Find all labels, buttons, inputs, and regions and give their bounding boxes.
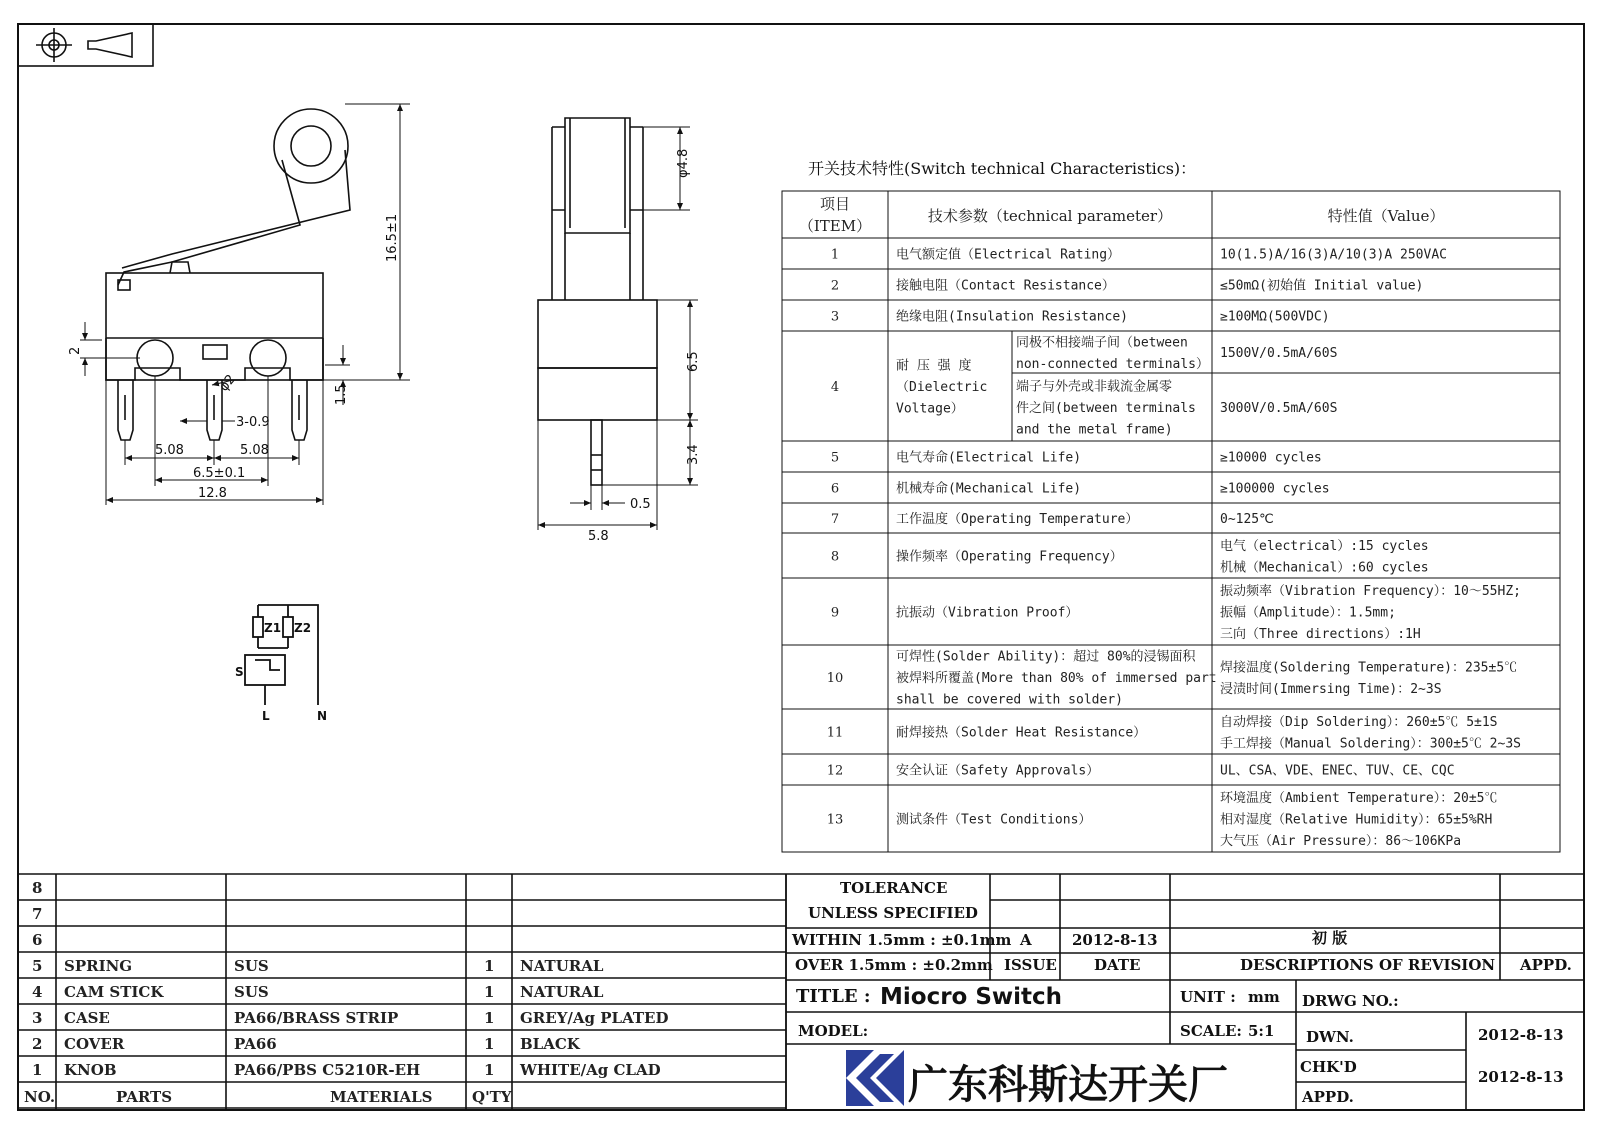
bom-row-finish: NATURAL: [520, 983, 604, 1001]
spec-row-value: 浸渍时间(Immersing Time)：2~3S: [1220, 681, 1442, 697]
spec-row-value: 大气压（Air Pressure）：86～106KPa: [1220, 834, 1462, 849]
dim-12-8: 12.8: [198, 486, 227, 501]
dim-5-08-left: 5.08: [155, 443, 184, 458]
tolerance-line-4: OVER 1.5mm : ±0.2mm: [795, 956, 993, 974]
spec-row-parameter: 耐 压 强 度: [896, 358, 972, 374]
spec-row-item: 2: [830, 278, 840, 294]
spec-row-value: 焊接温度(Soldering Temperature)：235±5℃: [1220, 660, 1518, 676]
dwn-label: DWN.: [1306, 1028, 1354, 1046]
bom-row-number: 6: [32, 931, 43, 949]
bom-row-part: COVER: [64, 1035, 125, 1053]
spec-row-value: 相对湿度（Relative Humidity）：65±5%RH: [1220, 812, 1493, 828]
spec-row-value: 三向（Three directions）:1H: [1220, 627, 1421, 642]
spec-row-value: 10(1.5)A/16(3)A/10(3)A 250VAC: [1220, 247, 1447, 263]
spec-header-value: 特性值（Value）: [1327, 207, 1445, 225]
spec-row-parameter: Voltage）: [896, 401, 964, 417]
spec-row-value: ≥100MΩ(500VDC): [1220, 309, 1330, 325]
spec-row-parameter: 工作温度（Operating Temperature）: [896, 512, 1139, 527]
bom-row-qty: 1: [484, 1061, 495, 1079]
spec-row-value: ≥10000 cycles: [1220, 450, 1322, 466]
bom-row-qty: 1: [484, 983, 495, 1001]
spec-row-value: 0~125℃: [1220, 512, 1274, 527]
chkd-label: CHK'D: [1300, 1058, 1357, 1076]
appd-label: APPD.: [1302, 1088, 1354, 1106]
dim-6-5-side: 6.5: [686, 351, 701, 372]
company-logo-icon: [846, 1050, 904, 1106]
tolerance-line-2: UNLESS SPECIFIED: [808, 904, 978, 922]
spec-row-item: 10: [826, 671, 844, 686]
spec-row-parameter: 可焊性(Solder Ability)：超过 80%的浸锡面积: [896, 649, 1196, 665]
spec-row-parameter: 操作频率（Operating Frequency）: [896, 549, 1123, 565]
bom-row-number: 5: [32, 957, 43, 975]
bom-row-finish: WHITE/Ag CLAD: [520, 1061, 661, 1079]
schematic-z1: Z1: [264, 621, 282, 635]
spec-row-condition: 件之间(between terminals: [1016, 401, 1196, 416]
bom-row-number: 7: [32, 905, 43, 923]
spec-row-value: 3000V/0.5mA/60S: [1220, 401, 1338, 416]
spec-row-condition: non-connected terminals）: [1016, 356, 1210, 372]
bom-row-finish: GREY/Ag PLATED: [520, 1009, 669, 1027]
spec-row-value: 电气（electrical）:15 cycles: [1220, 538, 1429, 554]
bom-row-part: KNOB: [64, 1061, 117, 1079]
dim-2: 2: [68, 346, 83, 355]
spec-row-value: ≥100000 cycles: [1220, 481, 1330, 497]
rev-issue: A: [1020, 931, 1032, 949]
spec-heading: 开关技术特性(Switch technical Characteristics)：: [808, 159, 1197, 178]
spec-header-item-cn: 项目: [819, 195, 851, 213]
dim-1-5: 1.5: [334, 384, 349, 405]
bom-row-qty: 1: [484, 1009, 495, 1027]
bom-row-part: CASE: [64, 1009, 110, 1027]
spec-row-item: 12: [826, 763, 844, 779]
dim-5-8: 5.8: [588, 529, 609, 544]
spec-row-item: 1: [830, 247, 840, 263]
spec-row-parameter: 电气寿命(Electrical Life): [896, 450, 1082, 466]
spec-row-parameter: 绝缘电阻(Insulation Resistance): [896, 309, 1129, 325]
schematic-s: S: [235, 665, 244, 679]
dim-3-0-9: 3-0.9: [236, 415, 270, 430]
spec-row-parameter: （Dielectric: [896, 380, 988, 395]
circuit-schematic: [245, 605, 318, 705]
bom-row-material: PA66/BRASS STRIP: [234, 1009, 399, 1027]
company-name: 广东科斯达开关厂: [908, 1062, 1228, 1108]
bom-row-finish: NATURAL: [520, 957, 604, 975]
spec-row-value: 环境温度（Ambient Temperature）：20±5℃: [1220, 791, 1498, 806]
bom-row-finish: BLACK: [520, 1035, 580, 1053]
dim-phi4-8: φ4.8: [676, 148, 691, 178]
dwn-date: 2012-8-13: [1478, 1026, 1564, 1044]
rev-date: 2012-8-13: [1072, 931, 1158, 949]
bom-row-number: 1: [32, 1061, 43, 1079]
spec-row-value: UL、CSA、VDE、ENEC、TUV、CE、CQC: [1220, 763, 1455, 779]
spec-table: [782, 191, 1560, 852]
tolerance-line-3: WITHIN 1.5mm : ±0.1mm: [792, 931, 1012, 949]
tolerance-line-1: TOLERANCE: [840, 879, 948, 897]
bom-row-number: 8: [32, 879, 43, 897]
bom-row-part: CAM STICK: [64, 983, 164, 1001]
spec-row-value: 机械（Mechanical）:60 cycles: [1220, 560, 1429, 576]
spec-row-item: 13: [826, 812, 844, 828]
spec-row-parameter: 被焊料所覆盖(More than 80% of immersed part: [896, 671, 1217, 686]
bom-footer-materials: MATERIALS: [330, 1088, 433, 1106]
spec-header-item-en: （ITEM）: [798, 217, 872, 235]
bom-row-material: SUS: [234, 983, 269, 1001]
spec-row-item: 3: [830, 309, 840, 325]
schematic-n: N: [317, 709, 328, 723]
bom-row-material: PA66: [234, 1035, 277, 1053]
spec-row-item: 4: [830, 380, 840, 395]
bom-row-material: PA66/PBS C5210R-EH: [234, 1061, 421, 1079]
chkd-date: 2012-8-13: [1478, 1068, 1564, 1086]
spec-row-item: 7: [830, 512, 840, 527]
model-label: MODEL:: [798, 1022, 869, 1040]
spec-row-parameter: 抗振动（Vibration Proof）: [896, 605, 1079, 621]
drawing-number-label: DRWG NO.:: [1302, 992, 1399, 1010]
spec-row-parameter: 接触电阻（Contact Resistance）: [896, 278, 1115, 294]
spec-row-item: 5: [830, 450, 840, 466]
side-dimensions: [538, 127, 698, 530]
spec-row-value: 手工焊接（Manual Soldering）：300±5℃ 2~3S: [1220, 736, 1521, 752]
spec-row-condition: 同极不相接端子间（between: [1016, 335, 1188, 351]
unit-label: UNIT :: [1180, 988, 1236, 1006]
schematic-l: L: [262, 709, 270, 723]
dim-0-5: 0.5: [630, 497, 651, 512]
spec-row-condition: 端子与外壳或非载流金属零: [1016, 379, 1173, 395]
dim-5-08-right: 5.08: [240, 443, 269, 458]
spec-row-value: ≤50mΩ(初始值 Initial value): [1220, 278, 1424, 294]
header-issue: ISSUE: [1004, 956, 1057, 974]
schematic-z2: Z2: [294, 621, 312, 635]
spec-row-parameter: 安全认证（Safety Approvals）: [896, 763, 1100, 779]
spec-row-item: 8: [830, 549, 840, 565]
spec-row-value: 自动焊接（Dip Soldering）：260±5℃ 5±1S: [1220, 714, 1498, 730]
dim-3-4: 3.4: [686, 444, 701, 465]
header-appd: APPD.: [1520, 956, 1572, 974]
bom-row-number: 2: [32, 1035, 43, 1053]
spec-row-item: 6: [830, 481, 840, 497]
dim-16-5: 16.5±1: [385, 213, 400, 262]
spec-row-parameter: 机械寿命(Mechanical Life): [896, 481, 1082, 497]
spec-row-value: 1500V/0.5mA/60S: [1220, 346, 1338, 361]
dim-6-5-tol: 6.5±0.1: [193, 466, 246, 481]
side-view: [538, 118, 657, 485]
spec-row-item: 11: [826, 725, 844, 741]
spec-row-parameter: shall be covered with solder): [896, 692, 1123, 708]
title-label: TITLE :: [796, 986, 871, 1007]
bom-row-part: SPRING: [64, 957, 133, 975]
header-date: DATE: [1094, 956, 1141, 974]
drawing-title: Miocro Switch: [880, 984, 1063, 1010]
header-descriptions: DESCRIPTIONS OF REVISION: [1240, 956, 1496, 974]
projection-symbol-icon: [18, 24, 153, 66]
bom-footer-no: NO.: [24, 1088, 56, 1106]
spec-row-value: 振幅（Amplitude）：1.5mm;: [1220, 605, 1396, 621]
spec-row-parameter: 电气额定值（Electrical Rating）: [896, 247, 1121, 263]
unit-value: mm: [1248, 988, 1280, 1006]
rev-description: 初 版: [1312, 929, 1348, 947]
bom-row-number: 4: [32, 983, 43, 1001]
bom-footer-qty: Q'TY: [472, 1088, 512, 1106]
scale-value: 5:1: [1248, 1022, 1275, 1040]
spec-row-parameter: 测试条件（Test Conditions）: [896, 812, 1092, 828]
bom-row-qty: 1: [484, 1035, 495, 1053]
scale-label: SCALE:: [1180, 1022, 1242, 1040]
spec-row-condition: and the metal frame): [1016, 422, 1173, 438]
bom-row-number: 3: [32, 1009, 43, 1027]
bom-footer-parts: PARTS: [116, 1088, 173, 1106]
spec-row-value: 振动频率（Vibration Frequency）：10～55HZ;: [1220, 584, 1521, 599]
spec-row-item: 9: [830, 605, 840, 621]
spec-row-parameter: 耐焊接热（Solder Heat Resistance）: [896, 725, 1147, 741]
bom-row-qty: 1: [484, 957, 495, 975]
spec-header-parameter: 技术参数（technical parameter）: [927, 207, 1173, 225]
dim-phi2: φ2: [216, 372, 239, 395]
bom-row-material: SUS: [234, 957, 269, 975]
